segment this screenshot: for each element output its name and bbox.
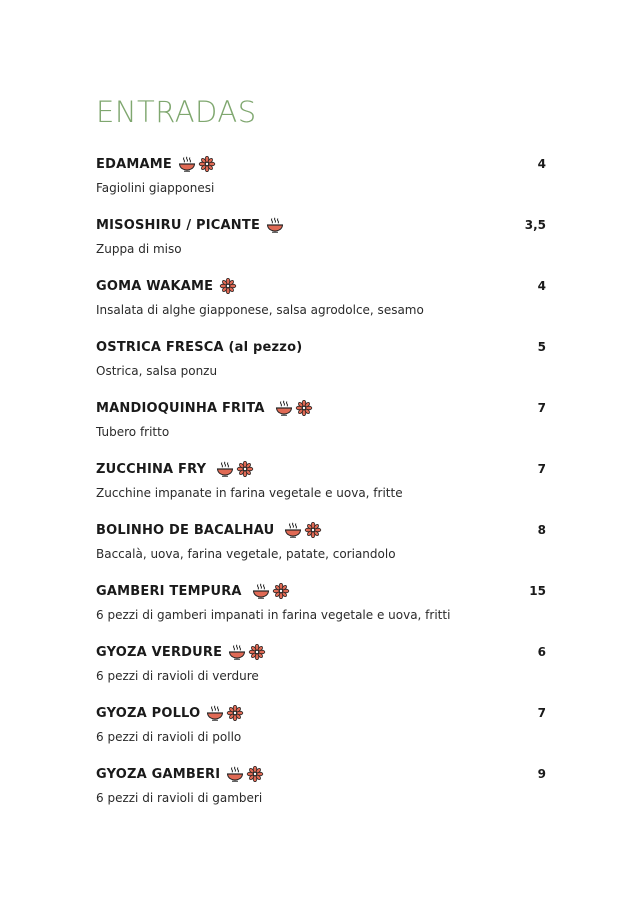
menu-item [96,398,546,459]
menu-item-icons [266,217,286,233]
menu-item-name: GYOZA GAMBERI [96,766,221,782]
menu-item-price: 8 [537,523,546,537]
hot-bowl-icon [228,644,246,660]
menu-item-price: 7 [537,462,546,476]
menu-item-header [96,520,546,540]
menu-item-description: 6 pezzi di ravioli di verdure [96,669,259,683]
menu-item-icons [206,705,246,721]
menu-item-name-wrap [96,156,218,172]
menu-item-name: GAMBERI TEMPURA [96,583,242,599]
menu-item-name-wrap [96,461,256,477]
menu-item-name-wrap [96,340,308,355]
vegetarian-flower-icon [304,522,322,538]
menu-item-name-wrap [96,522,324,538]
menu-item-description: Baccalà, uova, farina vegetale, patate, coriandolo [96,547,396,561]
menu-item-name: GYOZA POLLO [96,705,201,721]
hot-bowl-icon [178,156,196,172]
menu-item-list [96,154,546,825]
menu-item [96,276,546,337]
hot-bowl-icon [275,400,293,416]
menu-item-name: MISOSHIRU / PICANTE [96,217,261,233]
menu-item-name: GOMA WAKAME [96,278,214,294]
menu-item-price: 7 [537,706,546,720]
menu-item-icons [178,156,218,172]
menu-item-price: 6 [537,645,546,659]
menu-item-icons [284,522,324,538]
menu-item-name-wrap [96,400,315,416]
menu-item-price: 4 [537,157,546,171]
menu-item-price: 3,5 [524,218,546,232]
menu-item-name-wrap [96,705,246,721]
menu-item [96,642,546,703]
menu-item-icons [219,278,239,294]
menu-item-price: 9 [537,767,546,781]
menu-item-price: 4 [537,279,546,293]
menu-item-price: 15 [529,584,546,598]
menu-item-header [96,581,546,601]
menu-item [96,459,546,520]
hot-bowl-icon [206,705,224,721]
menu-item-header [96,703,546,723]
menu-item-icons [275,400,315,416]
hot-bowl-icon [252,583,270,599]
menu-page [96,92,546,825]
vegetarian-flower-icon [219,278,237,294]
menu-item-description: Zuppa di miso [96,242,182,256]
vegetarian-flower-icon [236,461,254,477]
menu-item-name: BOLINHO DE BACALHAU [96,522,275,538]
menu-item-name: GYOZA VERDURE [96,644,223,660]
menu-item-header [96,154,546,174]
vegetarian-flower-icon [246,766,264,782]
menu-item-icons [216,461,256,477]
menu-item-description: Tubero fritto [96,425,170,439]
vegetarian-flower-icon [226,705,244,721]
menu-item-icons [226,766,266,782]
menu-item-description: 6 pezzi di gamberi impanati in farina vegetale e uova, fritti [96,608,451,622]
menu-item-description: Fagiolini giapponesi [96,181,215,195]
hot-bowl-icon [226,766,244,782]
hot-bowl-icon [284,522,302,538]
menu-item-description: Zucchine impanate in farina vegetale e uova, fritte [96,486,403,500]
menu-item-name: MANDIOQUINHA FRITA [96,400,265,416]
menu-item-name-wrap [96,278,239,294]
menu-item [96,154,546,215]
hot-bowl-icon [216,461,234,477]
menu-item-header [96,337,546,357]
menu-item-description: 6 pezzi di ravioli di gamberi [96,791,263,805]
vegetarian-flower-icon [272,583,290,599]
menu-item-header [96,215,546,235]
menu-item-header [96,398,546,418]
menu-item-name-wrap [96,583,292,599]
menu-item [96,764,546,825]
menu-item-name-wrap [96,644,268,660]
vegetarian-flower-icon [295,400,313,416]
menu-item-name-wrap [96,766,266,782]
menu-item-header [96,642,546,662]
menu-item-header [96,459,546,479]
menu-item-description: 6 pezzi di ravioli di pollo [96,730,242,744]
menu-item-price: 5 [537,340,546,354]
menu-item-name: ZUCCHINA FRY [96,461,207,477]
menu-item-icons [252,583,292,599]
section-title: ENTRADAS [96,95,257,129]
menu-item [96,703,546,764]
vegetarian-flower-icon [198,156,216,172]
hot-bowl-icon [266,217,284,233]
menu-item [96,337,546,398]
menu-item-description: Insalata di alghe giapponese, salsa agrodolce, sesamo [96,303,424,317]
menu-item-name: EDAMAME [96,156,172,172]
menu-item-price: 7 [537,401,546,415]
menu-item-header [96,764,546,784]
menu-item-name-wrap [96,217,286,233]
menu-item [96,581,546,642]
menu-item-description: Ostrica, salsa ponzu [96,364,218,378]
menu-item-name: OSTRICA FRESCA (al pezzo) [96,339,303,355]
menu-item [96,215,546,276]
menu-item-header [96,276,546,296]
vegetarian-flower-icon [248,644,266,660]
menu-item [96,520,546,581]
menu-item-icons [228,644,268,660]
